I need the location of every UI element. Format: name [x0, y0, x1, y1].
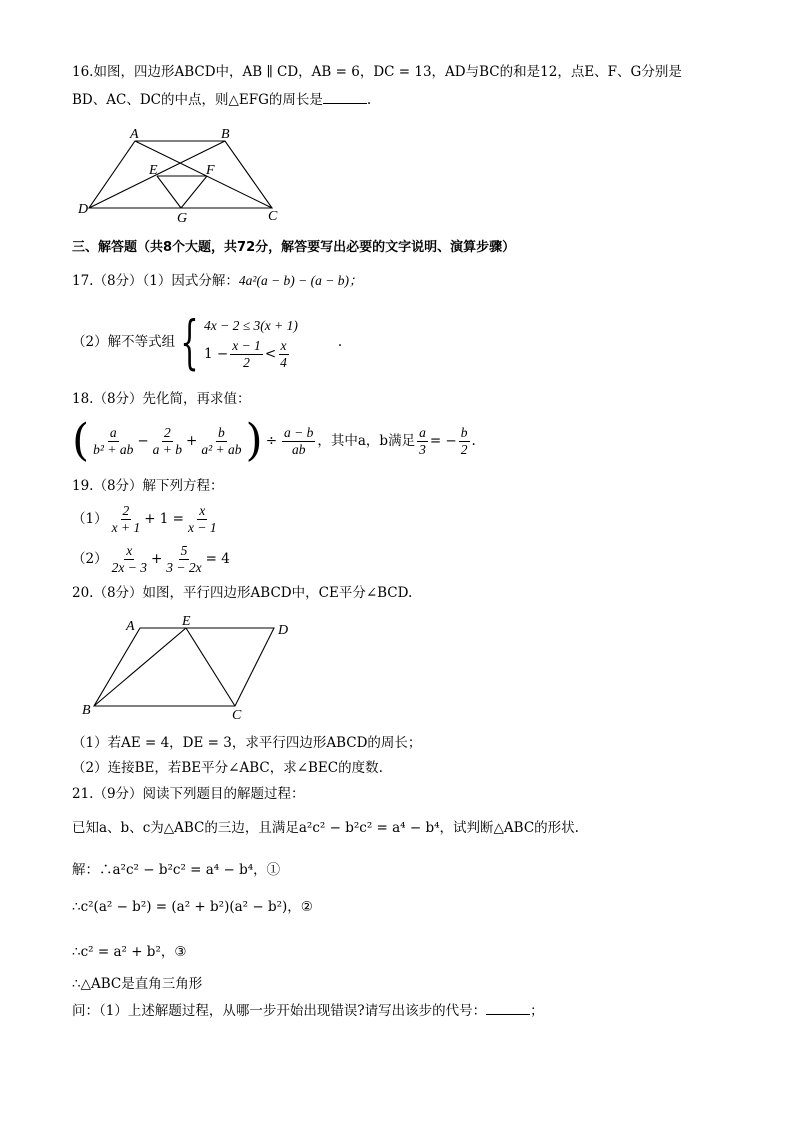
q16-line2 [72, 89, 371, 110]
q16-label-g: G [177, 211, 188, 226]
q21-answer-blank [486, 1000, 530, 1015]
q18-head: 18.（8分）先化简，再求值： [72, 391, 251, 407]
q16-label-b: B [221, 127, 230, 142]
q21-question-end: ； [530, 1003, 544, 1019]
q18-f4d: ab [291, 441, 306, 457]
q20-label-d: D [278, 623, 289, 638]
q19-p2: （2） [72, 551, 108, 567]
q19-e2-end: = 4 [205, 551, 230, 567]
q17-part1 [72, 271, 363, 291]
q18-minus: − [137, 433, 149, 449]
q19-head: 19.（8分）解下列方程： [72, 478, 224, 494]
q17-p2-label: （2）解不等式组 [72, 334, 176, 350]
q18-frac5 [417, 425, 428, 458]
q20-label-a: A [126, 619, 135, 634]
q20-sub1: （1）若AE = 4，DE = 3，求平行四边形ABCD的周长； [72, 735, 422, 751]
q18-f2d: a + b [152, 441, 183, 457]
q17-system [204, 314, 298, 371]
q18-f1d: b² + ab [93, 441, 134, 457]
q18-paren-left: ( [72, 415, 90, 466]
q19-p1: （1） [72, 511, 108, 527]
q17-frac1 [230, 338, 263, 371]
q21-conclusion: ∴△ABC是直角三角形 [72, 976, 203, 992]
q21-head: 21.（9分）阅读下列题目的解题过程： [72, 786, 305, 802]
q16-label-a: A [130, 127, 139, 142]
q18-f1n: a [109, 424, 117, 440]
q19-e2-frac2 [164, 543, 203, 576]
q17-frac1-num: x − 1 [232, 337, 261, 353]
q18-frac1 [91, 425, 135, 458]
q17-end: . [337, 334, 343, 350]
q19-eq2 [72, 540, 230, 578]
q19-eq1 [72, 500, 221, 538]
q19-e1d1: x + 1 [111, 519, 141, 535]
q21-question [72, 1000, 544, 1021]
q19-e1-frac2 [186, 503, 219, 536]
q19-e1n2: x [199, 502, 206, 518]
q21-question-text: 问：（1）上述解题过程，从哪一步开始出现错误?请写出该步的代号： [72, 1003, 487, 1019]
q19-e2-frac1 [110, 543, 149, 576]
q19-e2n1: x [126, 542, 133, 558]
q16-line1: 16.如图，四边形ABCD中，AB ∥ CD，AB = 6，DC = 13，AD与BC的和是12，点E、F、G分别是 [72, 64, 682, 80]
q21-step1: 解：∴a²c² − b²c² = a⁴ − b⁴，① [72, 862, 281, 878]
q18-f5d: 3 [419, 441, 426, 457]
q18-f3d: a² + ab [201, 441, 242, 457]
q20-head: 20.（8分）如图，平行四边形ABCD中，CE平分∠BCD. [72, 585, 413, 601]
q17-head: 17.（8分）（1）因式分解： [72, 273, 239, 289]
q18-plus: + [186, 433, 198, 449]
q17-row2 [204, 338, 298, 371]
q18-frac4 [282, 425, 315, 458]
q16-trapezoid-figure [76, 126, 296, 226]
q20-label-c: C [232, 708, 242, 723]
q17-frac2-num: x [280, 337, 287, 353]
q16-label-c: C [268, 209, 278, 224]
q21-given: 已知a、b、c为△ABC的三边，且满足a²c² − b²c² = a⁴ − b⁴，试判断△ABC的形状. [72, 820, 579, 836]
q19-e1-mid: + 1 = [144, 511, 184, 527]
q16-label-d: D [78, 202, 89, 217]
q18-expression [72, 415, 476, 466]
q16-label-e: E [149, 163, 158, 178]
q19-e2-plus: + [150, 551, 163, 567]
q18-frac2 [151, 425, 184, 458]
q17-frac2 [278, 338, 289, 371]
q18-frac3 [199, 425, 243, 458]
q21-step2: ∴c²(a² − b²) = (a² + b²)(a² − b²)，② [72, 899, 313, 915]
section-3-heading: 三、解答题（共8个大题，共72分，解答要写出必要的文字说明、演算步骤） [72, 240, 516, 255]
q16-label-f: F [206, 163, 215, 178]
q17-row1: 4x − 2 ≤ 3(x + 1) [204, 317, 298, 333]
q19-e2d1: 2x − 3 [111, 559, 147, 575]
q18-mid-text: ，其中a，b满足 [317, 433, 416, 449]
q18-divide: ÷ [265, 433, 277, 449]
q16-line2-end: . [366, 92, 372, 108]
q20-sub2: （2）连接BE，若BE平分∠ABC，求∠BEC的度数. [72, 760, 383, 776]
q18-frac6 [459, 425, 470, 458]
q20-parallelogram-figure [78, 612, 303, 724]
q18-f4n: a − b [284, 424, 314, 440]
q19-e2n2: 5 [180, 542, 188, 558]
q18-f6d: 2 [460, 441, 468, 457]
q18-f2n: 2 [163, 424, 171, 440]
q16-line2-text: BD、AC、DC的中点，则△EFG的周长是 [72, 92, 323, 108]
q19-e2d2: 3 − 2x [166, 559, 202, 575]
q18-end: . [471, 433, 476, 449]
q18-f6n: b [460, 424, 468, 440]
q19-e1d2: x − 1 [188, 519, 217, 535]
q20-label-b: B [82, 703, 91, 718]
q17-expr: 4a²(a − b) − (a − b)； [238, 273, 363, 288]
q19-e1n1: 2 [122, 502, 130, 518]
q18-f5n: a [419, 424, 426, 440]
q17-lt: < [264, 346, 277, 362]
q20-label-e: E [182, 614, 191, 629]
q17-frac1-den: 2 [243, 354, 250, 370]
q17-part2 [72, 310, 342, 374]
q18-paren-right: ) [245, 415, 263, 466]
q18-f3n: b [218, 424, 225, 440]
q21-step3: ∴c² = a² + b²，③ [72, 944, 187, 960]
q17-brace: { [180, 308, 199, 376]
q17-row2-a: 1 − [204, 346, 229, 362]
q19-e1-frac1 [110, 503, 143, 536]
q17-frac2-den: 4 [280, 354, 287, 370]
q16-answer-blank [323, 89, 367, 104]
q18-eq: = − [429, 433, 457, 449]
